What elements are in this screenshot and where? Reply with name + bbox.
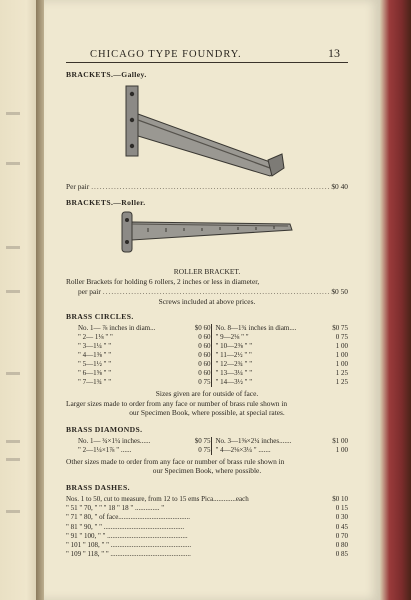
brass-circles-order-note-cont: our Specimen Book, where possible, at special rates.	[129, 408, 285, 417]
page-number: 13	[328, 46, 340, 60]
brass-circles-note: Sizes given are for outside of face.	[155, 389, 259, 398]
table-row: No. 8—1¾ inches in diam.... $0 75	[215, 324, 348, 332]
margin-mark	[6, 440, 20, 443]
brass-diamonds-left-column	[78, 437, 211, 455]
table-row: Nos. 1 to 50, cut to measure, from 12 to 15 ems Pica.............each $0 10	[66, 495, 348, 503]
roller-caption: ROLLER BRACKET.	[173, 267, 241, 276]
table-row: " 109 " 118, " " .............................................. 0 85	[66, 550, 348, 559]
margin-mark	[6, 246, 20, 249]
margin-mark	[6, 458, 20, 461]
roller-bracket-illustration	[118, 210, 298, 254]
table-row: " 10—2⅜ " " 1 00	[215, 342, 348, 350]
table-row: " 2—1¼×1⅞ " ...... 0 75	[78, 446, 211, 454]
table-row: " 12—2¾ " " 1 00	[215, 360, 348, 368]
section-heading-brackets-roller: BRACKETS.—Roller.	[66, 198, 146, 207]
table-row: " 101 " 108, " " .............................................. 0 80	[66, 541, 348, 550]
galley-price: $0 40	[331, 182, 348, 191]
table-row: " 9—2⅛ " " 0 75	[215, 333, 348, 341]
brass-circles-table	[78, 324, 348, 387]
brass-circles-left-column	[78, 324, 211, 387]
page-title: CHICAGO TYPE FOUNDRY.	[90, 49, 242, 60]
table-row: No. 1— ⅞ inches in diam... $0 60	[78, 324, 211, 332]
table-row: " 91 " 100, " " .............................................. 0 70	[66, 531, 348, 540]
brass-diamonds-table	[78, 437, 348, 455]
table-row: " 6—1⅝ " " 0 60	[78, 369, 211, 377]
section-heading-brass-dashes: BRASS DASHES.	[66, 483, 130, 492]
table-row: " 11—2½ " " 1 00	[215, 351, 348, 359]
brass-diamonds-right-column	[211, 437, 349, 455]
margin-mark	[6, 112, 20, 115]
margin-mark	[6, 162, 20, 165]
brass-diamonds-note: Other sizes made to order from any face or number of brass rule shown in	[66, 457, 285, 466]
table-row: " 51 " 70, " " " 18 " 18 " .............. " 0 15	[66, 504, 348, 513]
margin-mark	[6, 510, 20, 513]
roller-note: Screws included at above prices.	[158, 297, 256, 306]
margin-mark	[6, 290, 20, 293]
table-row: " 71 " 80, " of face......................................... 0 30	[66, 513, 348, 522]
roller-price-label: per pair	[78, 287, 101, 296]
section-heading-brackets-galley: BRACKETS.—Galley.	[66, 70, 147, 79]
galley-bracket-illustration	[120, 84, 288, 184]
table-row: " 13—3¼ " " 1 25	[215, 369, 348, 377]
table-row: " 7—1¾ " " 0 75	[78, 378, 211, 386]
table-row: " 14—3½ " " 1 25	[215, 378, 348, 386]
page-header	[90, 46, 340, 61]
table-row: " 2— 1⅛ " " 0 60	[78, 333, 211, 341]
table-row: No. 1— ¾×1¼ inches...... $0 75	[78, 437, 211, 445]
table-row: No. 3—1⅜×2¼ inches....... $1 00	[215, 437, 348, 445]
galley-price-label: Per pair	[66, 182, 90, 191]
table-row: " 81 " 90, " " .............................................. 0 45	[66, 522, 348, 531]
galley-price-row	[66, 182, 348, 191]
header-rule	[66, 62, 348, 63]
table-row: " 4—1⅜ " " 0 60	[78, 351, 211, 359]
roller-price-row	[78, 287, 348, 296]
table-row: " 4—2⅛×3¼ " ....... 1 00	[215, 446, 348, 454]
margin-mark	[6, 372, 20, 375]
book-binding-edge	[380, 0, 411, 600]
brass-circles-order-note: Larger sizes made to order from any face or number of brass rule shown in	[66, 399, 288, 408]
table-row: " 5—1½ " " 0 60	[78, 360, 211, 368]
brass-circles-right-column	[211, 324, 349, 387]
brass-diamonds-note-cont: our Specimen Book, where possible.	[152, 466, 262, 475]
table-row: " 3—1¼ " " 0 60	[78, 342, 211, 350]
roller-price: $0 50	[331, 287, 348, 296]
leader-dots	[103, 287, 330, 296]
section-heading-brass-circles: BRASS CIRCLES.	[66, 312, 134, 321]
brass-dashes-table	[66, 495, 348, 559]
leader-dots	[91, 182, 329, 191]
roller-description: Roller Brackets for holding 6 rollers, 2 inches or less in diameter,	[66, 277, 260, 286]
section-heading-brass-diamonds: BRASS DIAMONDS.	[66, 425, 143, 434]
left-page-edge	[0, 0, 38, 600]
